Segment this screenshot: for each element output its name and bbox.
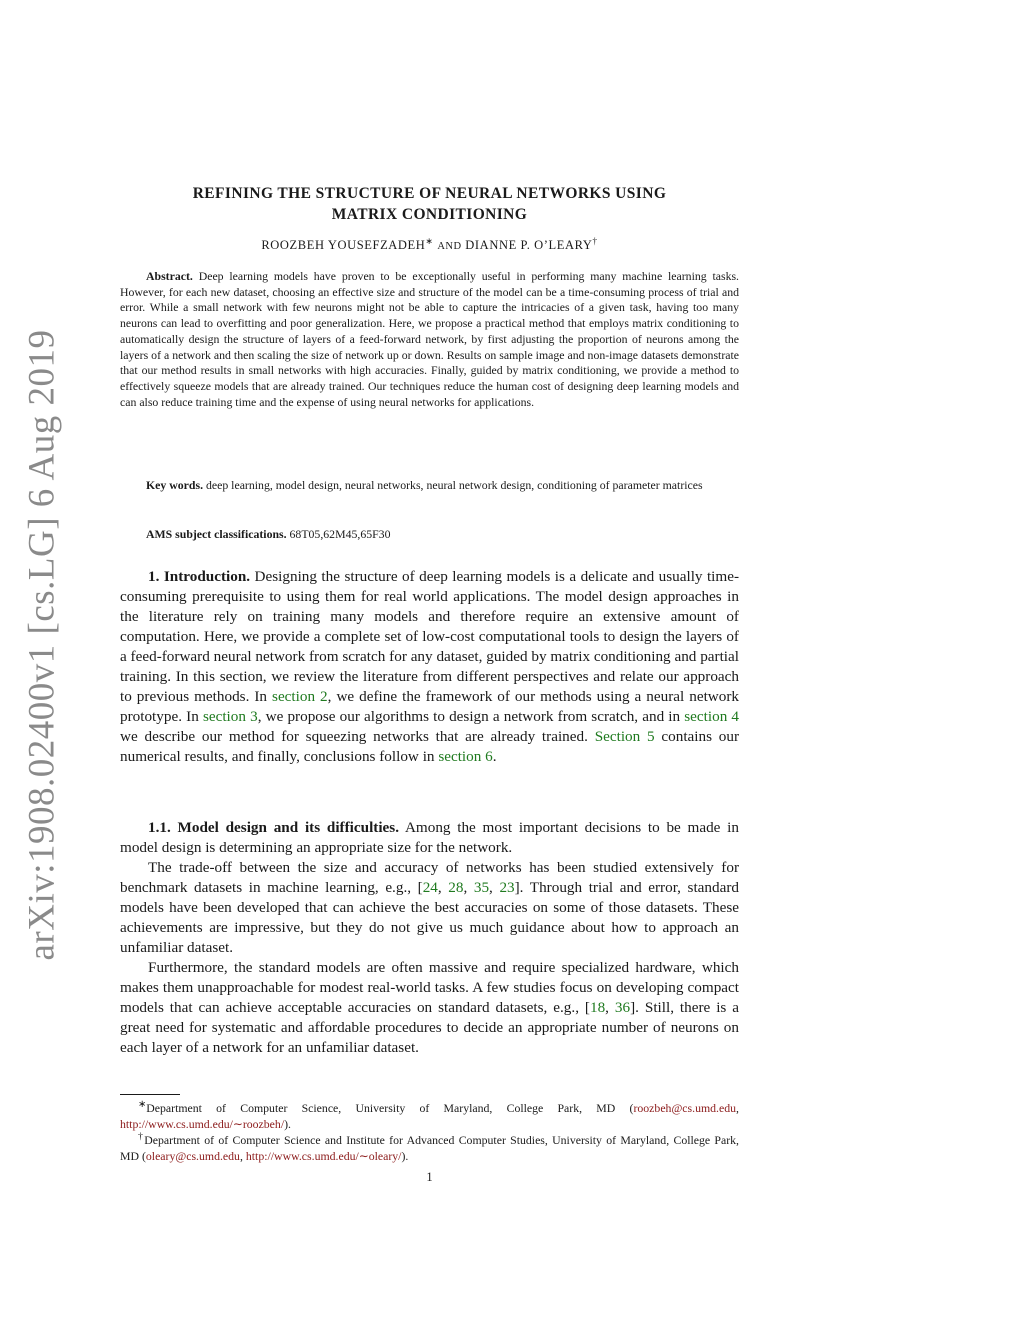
ams-codes: 68T05,62M45,65F30 [289,527,391,541]
footnote-2-mark: † [138,1131,145,1142]
ams-label: AMS subject classifications. [146,527,287,541]
section-3-link[interactable]: section 3 [202,708,258,725]
arxiv-identifier: arXiv:1908.02400v1 [cs.LG] 6 Aug 2019 [21,329,63,961]
citation-separator: , [463,879,474,896]
citation-link[interactable]: 36 [614,999,631,1016]
footnote-1-text: Department of Computer Science, University of Maryland, College Park, MD ( [146,1100,634,1115]
intro-text-e: contains our numerical results, and finally, conclusions follow in [120,728,740,765]
intro-text-d: we describe our method for squeezing networks that are already trained. [120,728,588,745]
email-link-oleary[interactable]: oleary@cs.umd.edu [145,1148,240,1163]
intro-text-a: Designing the structure of deep learning models is a delicate and usually time-consuming prerequisite to using them for real world applications. The model design approaches in the literature rely on training many models and therefore require an extensive amount of computation. Here, we provide a complete set of low-cost computational tools to design the layers of a feed-forward neural network from scratch for any dataset, guided by matrix conditioning and partial training. In this section, we review the literature from different perspectives and relate our approach to previous methods. In [120,568,740,705]
citation-separator: , [437,879,449,896]
intro-text-b: , we define the framework of our methods using a neural network prototype. In [120,688,740,725]
paragraph-furthermore [120,958,739,1058]
citation-link[interactable]: 24 [422,879,438,896]
abstract-label: Abstract. [146,269,193,283]
citation-link[interactable]: 35 [473,879,490,896]
citation-link[interactable]: 23 [499,879,515,896]
email-link-roozbeh[interactable]: roozbeh@cs.umd.edu [633,1100,737,1115]
footnote-2-separator: , [239,1148,246,1163]
author-yousefzadeh: ROOZBEH YOUSEFZADEH [261,238,426,253]
footnote-1-end: ). [284,1116,291,1131]
footnote-2-text: Department of of Computer Science and Institute for Advanced Computer Studies, University of Maryland, College Park, MD ( [120,1132,740,1163]
footnote-1-mark: ∗ [138,1099,147,1110]
section-6-link[interactable]: section 6 [438,748,493,765]
keywords-label: Key words. [146,478,204,492]
section-4-link[interactable]: section 4 [684,708,740,725]
abstract-text: Deep learning models have proven to be exceptionally useful in performing many machine learning tasks. However, for each new dataset, choosing an effective size and structure of the model can be a time-consuming process of trial and error. While a small network with few neurons might not be able to capture the intricacies of a given task, having too many neurons can lead to overfitting and poor generalization. Here, we propose a practical method that employs matrix conditioning to automatically design the structure of layers of a feed-forward network, by first adjusting the proportion of neurons among the layers of a network and then scaling the size of network up or down. Results on sample image and non-image datasets demonstrate that our method results in small networks with high accuracies. Finally, guided by matrix conditioning, we provide a method to effectively squeeze models that are already trained. Our techniques reduce the human cost of designing deep learning models and can also reduce training time and the expense of using neural networks for applications. [120,269,740,409]
citation-separator: , [605,999,615,1016]
ams-classifications [120,527,739,543]
section-5-link[interactable]: Section 5 [594,728,655,745]
citation-separator: , [489,879,500,896]
url-link-roozbeh[interactable]: http://www.cs.umd.edu/∼roozbeh/ [120,1116,285,1131]
subsection-heading: 1.1. Model design and its difficulties. [148,819,400,836]
subsection-model-design [120,818,739,858]
author-footnote-mark-2: † [592,236,598,246]
footnote-1-separator: , [736,1100,739,1115]
arxiv-sidebar-stamp [2,329,82,961]
title-line-2: MATRIX CONDITIONING [331,206,528,223]
title-line-1: REFINING THE STRUCTURE OF NEURAL NETWORKS USING [192,185,667,202]
subsection-text: Among the most important decisions to be made in model design is determining an appropriate size for the network. [120,819,739,856]
para2-text-a: The trade-off between the size and accuracy of networks has been studied extensively for benchmark datasets in machine learning, e.g., [ [120,859,739,896]
citation-link[interactable]: 18 [589,999,606,1016]
url-link-oleary[interactable]: http://www.cs.umd.edu/∼oleary/ [245,1148,402,1163]
footnote-1 [120,1097,739,1132]
para2-text-b: ]. Through trial and error, standard models have been developed that can achieve the best accuracies on some of those datasets. These achievements are impressive, but they do not give us much guidance about how to approach an unfamiliar dataset. [120,879,739,956]
section-2-link[interactable]: section 2 [272,688,328,705]
keywords [120,478,739,494]
para3-text-b: ]. Still, there is a great need for systematic and affordable procedures to decide an appropriate number of neurons on each layer of a network for an unfamiliar dataset. [120,999,740,1056]
intro-text-f: . [492,748,497,765]
abstract [120,269,739,410]
paragraph-trade-off [120,858,739,958]
introduction-section [120,567,739,767]
author-list [120,236,739,253]
paper-title [120,183,739,225]
para3-text-a: Furthermore, the standard models are often massive and require specialized hardware, which makes them unapproachable for modest real-world tasks. A few studies focus on developing compact models that can achieve acceptable accuracies on standard datasets, e.g., [ [120,959,739,1016]
author-conjunction: AND [437,241,462,253]
intro-heading: 1. Introduction. [148,568,251,585]
keywords-text: deep learning, model design, neural networks, neural network design, conditioning of parameter matrices [205,478,703,492]
citation-link[interactable]: 28 [448,879,464,896]
author-oleary: DIANNE P. O’LEARY [465,238,593,253]
footnote-2-end: ). [401,1148,409,1163]
footnote-divider [120,1094,180,1095]
author-footnote-mark-1: ∗ [425,236,434,246]
footnote-2 [120,1129,739,1164]
intro-text-c: , we propose our algorithms to design a network from scratch, and in [257,708,681,725]
page-number: 1 [426,1170,433,1184]
